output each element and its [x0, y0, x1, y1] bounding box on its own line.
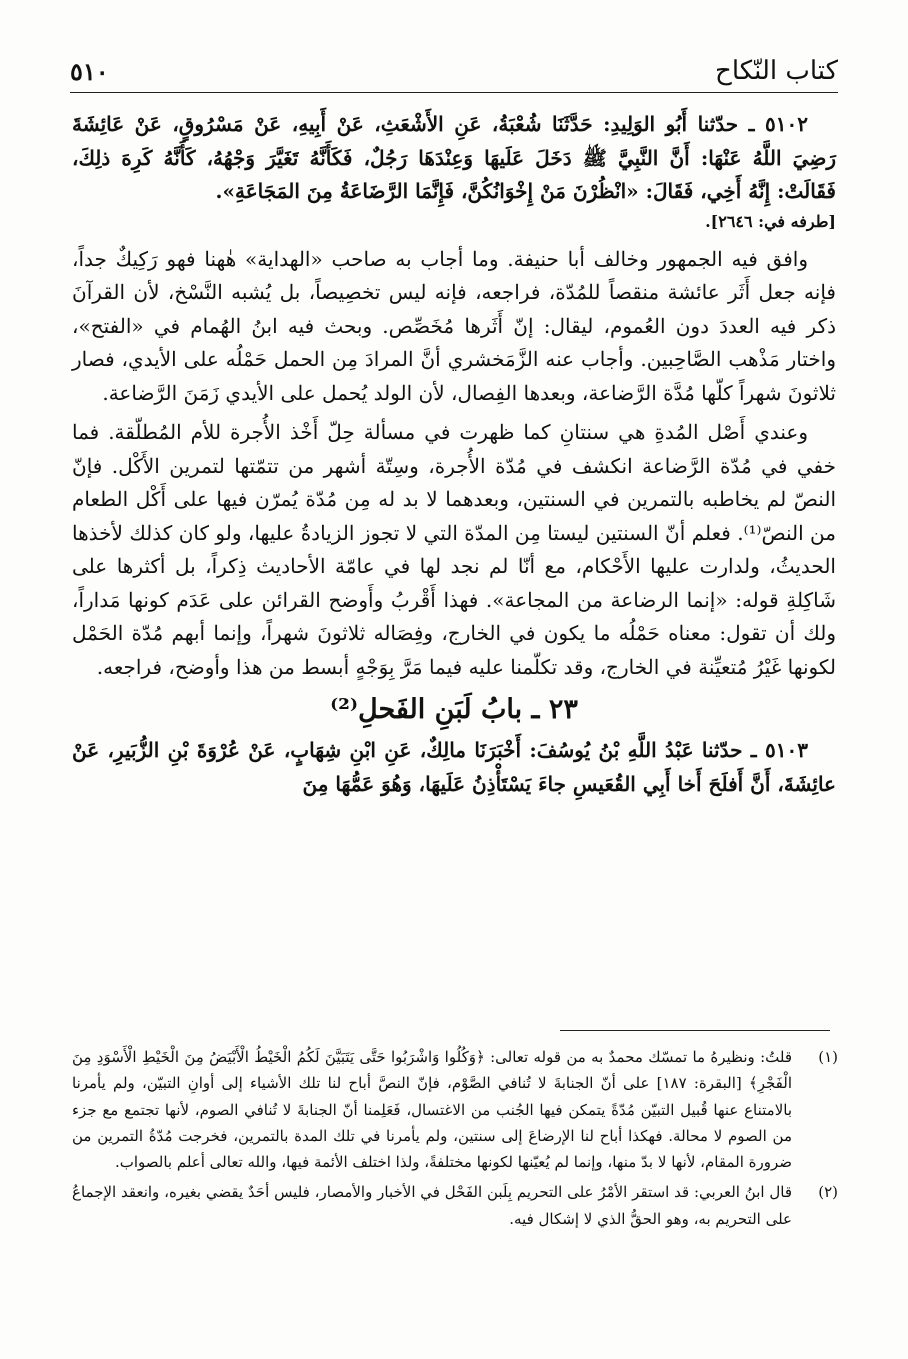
footnote-text: قلتُ: ونظيرهُ ما تمسّك محمدٌ به من قوله تعالى: ﴿وَكُلُوا وَاشْرَبُوا حَتَّى يَتَبَيَّنَ لَكُمُ الْخَيْطُ الْأَبْيَضُ مِنَ الْخَيْطِ الْأَسْوَدِ مِنَ الْفَجْرِ﴾ [البقرة: ١٨٧] على أنّ الجنابةَ لا تُنافي الصَّوْم، فإنّ النصَّ أباح لنا تلك الأشياء إلى أوانِ التبيّن، ولم يأمرنا بالامتناع عنها قُبيل التبيّن مُدّةً يتمكن فيها الجُنب من الاغتسال، فَعَلِمنا أنّ الجنابةَ لا تُنافي الصوم، لأنها تجتمع مع جزء من الصوم لا محالة. فهكذا أباح لنا الإرضاعَ إلى سنتين، ولم يأمرنا في تلك المدة بالتمرين، فخرجت مُدّةُ التمرين من ضرورة المقام، لأنها لا بدّ منها، وإنما لم يُعيّنها لكونها مختلفةً، ولذا اختلف الأئمة فيها، والله تعالى أعلم بالصواب.: [72, 1048, 792, 1172]
footnote-number: (١): [818, 1048, 838, 1066]
footnotes: [72, 1044, 838, 1236]
hadith-5103: ٥١٠٣ ـ حدّثنا عَبْدُ اللَّهِ بْنُ يُوسُفَ: أَخْبَرَنَا مالِكٌ، عَنِ ابْنِ شِهَابٍ، عَنْ عُرْوَةَ بْنِ الزُّبَيرِ، عَنْ عائِشَةَ، أَنَّ أَفلَحَ أَخا أَبِي القُعَيسِ جاءَ يَسْتَأْذِنُ عَلَيهَا، وَهُوَ عَمُّهَا مِنَ: [72, 738, 836, 796]
footnote-separator: [560, 1030, 830, 1031]
commentary-paragraph-2: وعندي أَصْل المُدةِ هي سنتانِ كما ظهرت في مسألة حِلّ أَخْذ الأُجرة للأم المُطلّقة. فما خفي في مُدّة الرَّضاعة انكشف في مُدّة الأُجرة، وسِتّة أشهر من تتمّتها لتمرين الأَكْل. فإنّ النصّ لم يخاطبه بالتمرين في السنتين، وبعدهما لا بد له مِن مُدّة يُمرّن فيها على أَكْل الطعام من النصّ⁽¹⁾. فعلم أنّ السنتين ليستا مِن المدّة التي لا تجوز الزيادةُ عليها، ولو كان كذلك لأخذها الحديثُ، ولدارت عليها الأَحْكام، مع أنّا لم نجد لها في عامّة الأحاديث ذِكراً، بل أكثرها على شَاكِلةِ قوله: «إنما الرضاعة من المجاعة». فهذا أَقْربُ وأَوضح القرائن على عَدَم كونها مَداراً، ولك أن تقول: معناه حَمْلُه ما يكون في الخارج، وفِصَاله ثلاثونَ شهراً، وإنما أبهم مُدّة الحَمْل لكونها غَيْرُ مُتعيِّنة في الخارج، وقد تكلّمنا عليه فيما مَرَّ بِوَجْهٍ أبسط من هذا وأوضح، فراجعه.: [72, 420, 836, 679]
footnote: [72, 1044, 838, 1175]
commentary-paragraph-1: وافق فيه الجمهور وخالف أبا حنيفة. وما أجاب به صاحب «الهداية» هٰهنا فهو رَكِيكٌ جداً، فإنه جعل أَثَر عائشة منقصاً للمُدّة، فراجعه، فإنه ليس تخصِيصاً، بل يُشبه النَّسْخ، لأن القرآنَ ذكر فيه العددَ دون العُموم، ليقال: إنّ أَثَرها مُخَصِّص. وبحث فيه ابنُ الهُمام في «الفتح»، واختار مَذْهب الصَّاحِبين. وأجاب عنه الزَّمَخشري أنَّ المرادَ مِن الحمل حَمْلُه على الأيدي، فصار ثلاثونَ شهراً كلّها مُدَّة الرَّضاعة، وبعدها الفِصال، لأن الولد يُحمل على الأيدي زَمَنَ الرَّضاعة.: [72, 246, 837, 405]
taraf-reference: [طرفه في: ٢٦٤٦].: [705, 211, 836, 231]
chapter-heading: ٢٣ ـ بابُ لَبَنِ الفَحلِ⁽²⁾: [330, 694, 578, 725]
page-number: ٥١٠: [70, 57, 109, 86]
hadith-5102: ٥١٠٢ ـ حدّثنا أَبُو الوَلِيدِ: حَدَّثَنَا شُعْبَةُ، عَنِ الأَشْعَثِ، عَنْ أَبِيهِ، عَنْ مَسْرُوقٍ، عَنْ عَائِشَةَ رَضِيَ اللَّهُ عَنْهَا: أَنَّ النَّبِيَّ ﷺ دَخَلَ عَلَيهَا وَعِنْدَهَا رَجُلٌ، فَكَأَنَّهُ تَغَيَّرَ وَجْهُهُ، كَأَنَّهُ كَرِهَ ذلِكَ، فَقَالَتْ: إِنَّهُ أَخِي، فَقَالَ: «انْظُرْنَ مَنْ إِخْوَانُكُنَّ، فَإِنَّمَا الرَّضَاعَةُ مِنَ المَجَاعَةِ».: [72, 112, 836, 203]
footnote-text: قال ابنُ العربي: قد استقر الأمْرُ على التحريم بِلَبن الفَحْل في الأخبار والأمصار، فليس أحَدٌ يقضي بغيره، وانعقد الإجماعُ على التحريم به، وهو الحقُّ الذي لا إشكال فيه.: [72, 1183, 792, 1228]
page-header: [70, 48, 838, 93]
main-text: [72, 108, 836, 801]
footnote-number: (٢): [818, 1183, 838, 1202]
book-title: كتاب النّكاح: [715, 56, 838, 86]
footnote: [72, 1179, 838, 1232]
